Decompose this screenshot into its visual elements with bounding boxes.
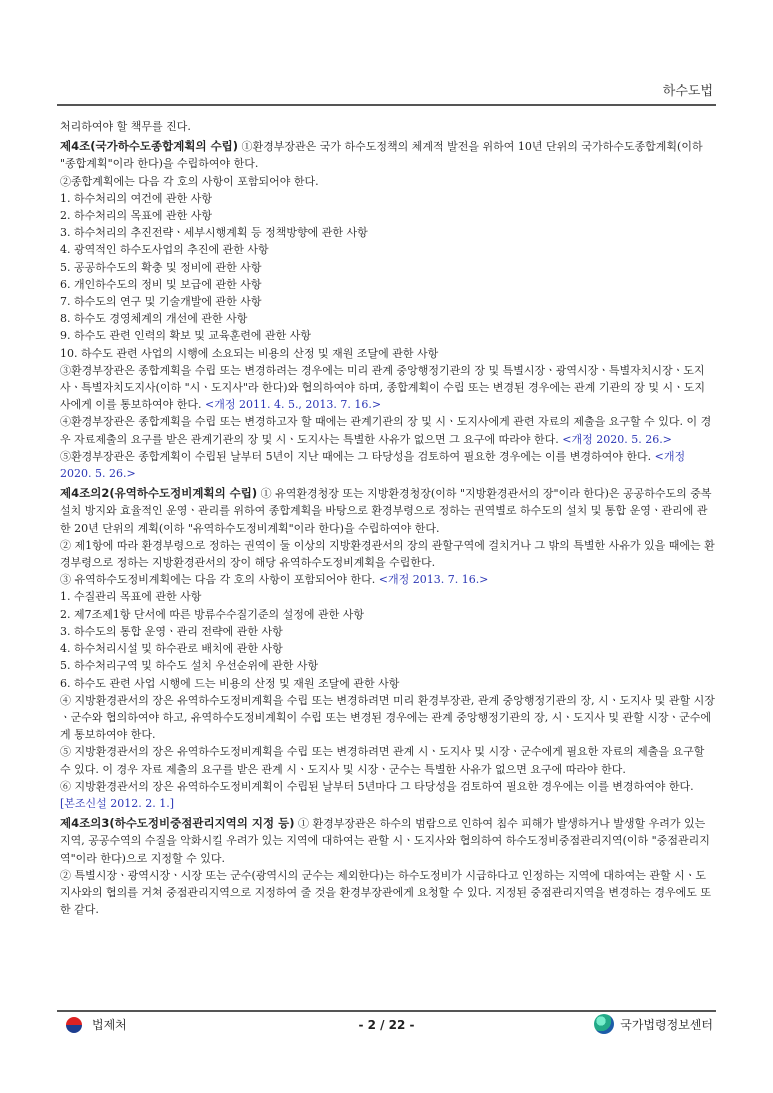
article-4-item-9: 9. 하수도 관련 인력의 확보 및 교육훈련에 관한 사항: [60, 329, 311, 343]
amendment-note: <개정 2011. 4. 5., 2013. 7. 16.>: [201, 398, 382, 412]
article-4-item-10: 10. 하수도 관련 사업의 시행에 소요되는 비용의 산정 및 재원 조달에 관한 사항: [60, 346, 439, 360]
article-4-2-para-1: ① 유역환경청장 또는 지방환경청장(이하 "지방환경관서의 장"이라 한다)은 공공하수도의 중복 설치 방지와 효율적인 운영ㆍ관리를 위하여 종합계획을 바탕으로 환경부령으로 정하는 권역별로 하수도의 설치 및 통합 운영ㆍ관리에 관한 20년 단위의 계획(이하 "유역하수도정비계획"이라 한다)을 수립하여야 한다.: [60, 487, 712, 535]
amendment-note: <개정 2020. 5. 26.>: [558, 432, 672, 446]
article-4-3-title: 제4조의3(하수도정비중점관리지역의 지정 등): [60, 816, 295, 831]
document-body: [60, 118, 715, 918]
article-4-2-para-2: ② 제1항에 따라 환경부령으로 정하는 권역이 둘 이상의 지방환경관서의 장의 관할구역에 걸치거나 그 밖의 특별한 사유가 있을 때에는 환경부령으로 정하는 지방환경관서의 장이 해당 유역하수도정비계획을 수립한다.: [60, 538, 715, 570]
article-4-para-3: ③환경부장관은 종합계획을 수립 또는 변경하려는 경우에는 미리 관계 중앙행정기관의 장 및 특별시장ㆍ광역시장ㆍ특별자치시장ㆍ도지사ㆍ특별자치도지사(이하 "시ㆍ도지사"라 한다)와 협의하여야 하며, 종합계획이 수립 또는 변경된 경우에는 관계 기관의 장 및 시ㆍ도지사에게 이를 통보하여야 한다.: [60, 363, 705, 412]
footer-divider: [57, 1010, 716, 1012]
amendment-note: <개정 2020. 5. 26.>: [60, 449, 686, 481]
continued-text: 처리하여야 할 책무를 진다.: [60, 120, 191, 133]
article-4-title: 제4조(국가하수도종합계획의 수립): [60, 139, 239, 154]
article-4-item-8: 8. 하수도 경영체계의 개선에 관한 사항: [60, 312, 248, 326]
article-4-item-7: 7. 하수도의 연구 및 기술개발에 관한 사항: [60, 295, 262, 309]
article-4-3-para-1: ① 환경부장관은 하수의 범람으로 인하여 침수 피해가 발생하거나 발생할 우려가 있는 지역, 공공수역의 수질을 악화시킬 우려가 있는 지역에 대하여는 관할 시ㆍ도지사와 협의하여 하수도정비중점관리지역(이하 "중점관리지역"이라 한다)으로 지정할 수 있다.: [60, 817, 710, 865]
law-center-icon: [594, 1014, 614, 1034]
article-4-3-para-2: ② 특별시장ㆍ광역시장ㆍ시장 또는 군수(광역시의 군수는 제외한다)는 하수도정비가 시급하다고 인정하는 지역에 대하여는 관할 시ㆍ도지사와의 협의를 거쳐 중점관리지역으로 지정하여 줄 것을 환경부장관에게 요청할 수 있다. 지정된 중점관리지역을 변경하는 경우에도 또한 같다.: [60, 868, 711, 917]
article-4-item-5: 5. 공공하수도의 확충 및 정비에 관한 사항: [60, 260, 262, 274]
document-title: 하수도법: [662, 84, 713, 99]
article-4-2-para-3: ③ 유역하수도정비계획에는 다음 각 호의 사항이 포함되어야 한다.: [60, 573, 376, 587]
article-4: [60, 138, 715, 482]
ministry-label: 법제처: [92, 1018, 127, 1032]
article-4-2-para-4: ④ 지방환경관서의 장은 유역하수도정비계획을 수립 또는 변경하려면 미리 환경부장관, 관계 중앙행정기관의 장, 시ㆍ도지사 및 관할 시장ㆍ군수와 협의하여야 하고, 유역하수도정비계획이 수립 또는 변경된 경우에는 관계 중앙행정기관의 장, 시ㆍ도지사 및 관할 시장ㆍ군수에게 통보하여야 한다.: [60, 693, 715, 742]
law-center-label: 국가법령정보센터: [620, 1017, 713, 1032]
article-4-para-4: ④환경부장관은 종합계획을 수립 또는 변경하고자 할 때에는 관계기관의 장 및 시ㆍ도지사에게 관련 자료의 제출을 요구할 수 있다. 이 경우 자료제출의 요구를 받은 관계기관의 장 및 시ㆍ도지사는 특별한 사유가 없으면 그 요구에 따라야 한다.: [60, 415, 712, 446]
article-4-2-item-3: 3. 하수도의 통합 운영ㆍ관리 전략에 관한 사항: [60, 624, 283, 638]
article-4-item-2: 2. 하수처리의 목표에 관한 사항: [60, 209, 212, 223]
article-4-2-item-6: 6. 하수도 관련 사업 시행에 드는 비용의 산정 및 재원 조달에 관한 사항: [60, 676, 400, 690]
article-4-para-5: ⑤환경부장관은 종합계획이 수립된 날부터 5년이 지난 때에는 그 타당성을 검토하여 필요한 경우에는 이를 변경하여야 한다.: [60, 449, 652, 463]
article-4-item-3: 3. 하수처리의 추진전략ㆍ세부시행계획 등 정책방향에 관한 사항: [60, 226, 368, 240]
article-4-2-para-5: ⑤ 지방환경관서의 장은 유역하수도정비계획을 수립 또는 변경하려면 관계 시ㆍ도지사 및 시장ㆍ군수에게 필요한 자료의 제출을 요구할 수 있다. 이 경우 자료 제출의 요구를 받은 관계 시ㆍ도지사 및 시장ㆍ군수는 특별한 사유가 없으면 요구에 따라야 한다.: [60, 745, 705, 776]
article-4-2-para-6: ⑥ 지방환경관서의 장은 유역하수도정비계획이 수립된 날부터 5년마다 그 타당성을 검토하여 필요한 경우에는 이를 변경하여야 한다.: [60, 779, 694, 793]
article-4-para-1: ①환경부장관은 국가 하수도정책의 체계적 발전을 위하여 10년 단위의 국가하수도종합계획(이하 "종합계획"이라 한다)을 수립하여야 한다.: [60, 140, 703, 171]
article-4-2-item-4: 4. 하수처리시설 및 하수관로 배치에 관한 사항: [60, 642, 283, 656]
article-4-2: [60, 485, 715, 812]
article-4-para-2: ②종합계획에는 다음 각 호의 사항이 포함되어야 한다.: [60, 174, 319, 188]
article-4-item-6: 6. 개인하수도의 정비 및 보급에 관한 사항: [60, 277, 262, 291]
article-4-item-4: 4. 광역적인 하수도사업의 추진에 관한 사항: [60, 243, 269, 257]
new-article-note: [본조신설 2012. 2. 1.]: [60, 796, 175, 810]
article-4-2-item-5: 5. 하수처리구역 및 하수도 설치 우선순위에 관한 사항: [60, 659, 319, 673]
law-center-logo: [594, 1014, 713, 1034]
header-divider: [57, 104, 716, 106]
page-number: - 2 / 22 -: [358, 1018, 415, 1032]
article-4-2-item-1: 1. 수질관리 목표에 관한 사항: [60, 590, 202, 604]
article-4-2-item-2: 2. 제7조제1항 단서에 따른 방류수수질기준의 설정에 관한 사항: [60, 607, 364, 621]
article-4-item-1: 1. 하수처리의 여건에 관한 사항: [60, 191, 212, 205]
article-4-3: [60, 815, 715, 918]
article-4-2-title: 제4조의2(유역하수도정비계획의 수립): [60, 486, 258, 501]
amendment-note: <개정 2013. 7. 16.>: [375, 573, 489, 587]
